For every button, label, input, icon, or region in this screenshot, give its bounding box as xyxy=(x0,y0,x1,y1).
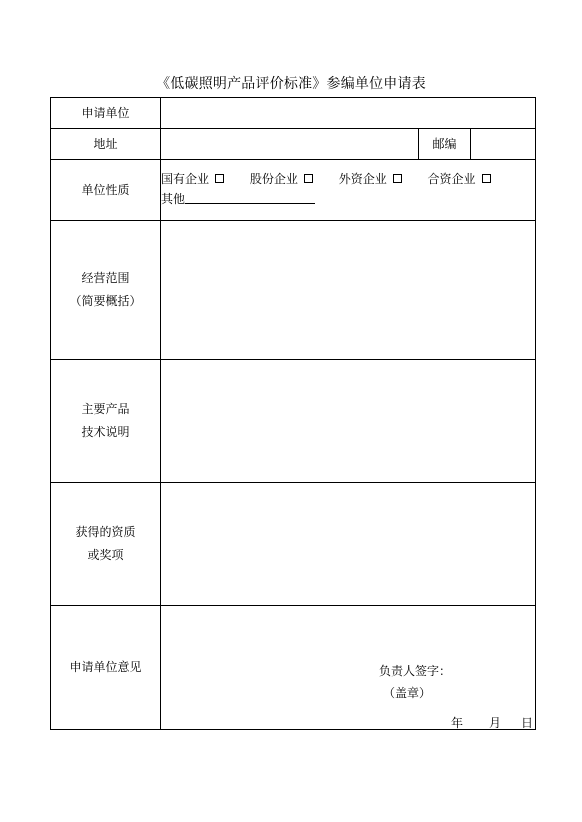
address-label: 地址 xyxy=(51,129,161,160)
checkbox-joint-venture[interactable] xyxy=(482,174,491,183)
row-applicant-unit xyxy=(51,98,536,129)
applicant-unit-label: 申请单位 xyxy=(51,98,161,129)
unit-nature-options xyxy=(161,160,536,221)
unit-nature-label: 单位性质 xyxy=(51,160,161,221)
qualifications-label xyxy=(51,483,161,606)
row-unit-nature xyxy=(51,160,536,221)
main-products-label-line2: 技术说明 xyxy=(81,425,130,439)
qualifications-label-line1: 获得的资质 xyxy=(75,525,136,539)
row-main-products xyxy=(51,360,536,483)
date-line xyxy=(451,714,533,731)
other-label: 其他 xyxy=(161,192,186,206)
checkbox-foreign[interactable] xyxy=(393,174,402,183)
option-foreign[interactable] xyxy=(339,169,402,189)
date-year-label: 年 xyxy=(451,716,464,730)
row-address xyxy=(51,129,536,160)
option-joint-venture-label: 合资企业 xyxy=(427,172,476,186)
address-field[interactable] xyxy=(161,129,419,160)
option-joint-venture[interactable] xyxy=(428,169,491,189)
other-input-line[interactable] xyxy=(185,192,315,204)
option-state-owned-label: 国有企业 xyxy=(161,172,210,186)
business-scope-label xyxy=(51,221,161,360)
qualifications-field[interactable] xyxy=(161,483,536,606)
date-month-label: 月 xyxy=(489,716,502,730)
business-scope-label-line2: （简要概括） xyxy=(69,294,142,308)
checkbox-state-owned[interactable] xyxy=(215,174,224,183)
option-state-owned[interactable] xyxy=(161,169,224,189)
opinion-field[interactable] xyxy=(161,606,536,730)
checkbox-joint-stock[interactable] xyxy=(304,174,313,183)
option-joint-stock[interactable] xyxy=(250,169,313,189)
opinion-label: 申请单位意见 xyxy=(51,606,161,730)
main-products-label-line1: 主要产品 xyxy=(81,402,130,416)
applicant-unit-field[interactable] xyxy=(161,98,536,129)
application-form-table xyxy=(50,97,536,730)
seal-label: （盖章） xyxy=(383,686,432,700)
main-products-field[interactable] xyxy=(161,360,536,483)
form-title: 《低碳照明产品评价标准》参编单位申请表 xyxy=(156,76,426,92)
signer-label: 负责人签字： xyxy=(379,664,452,678)
main-products-label xyxy=(51,360,161,483)
option-joint-stock-label: 股份企业 xyxy=(249,172,298,186)
option-foreign-label: 外资企业 xyxy=(338,172,387,186)
business-scope-label-line1: 经营范围 xyxy=(81,271,130,285)
business-scope-field[interactable] xyxy=(161,221,536,360)
row-qualifications xyxy=(51,483,536,606)
row-opinion xyxy=(51,606,536,730)
postcode-field[interactable] xyxy=(471,129,536,160)
postcode-label: 邮编 xyxy=(419,129,471,160)
qualifications-label-line2: 或奖项 xyxy=(87,548,124,562)
date-day-label: 日 xyxy=(521,716,534,730)
row-business-scope xyxy=(51,221,536,360)
